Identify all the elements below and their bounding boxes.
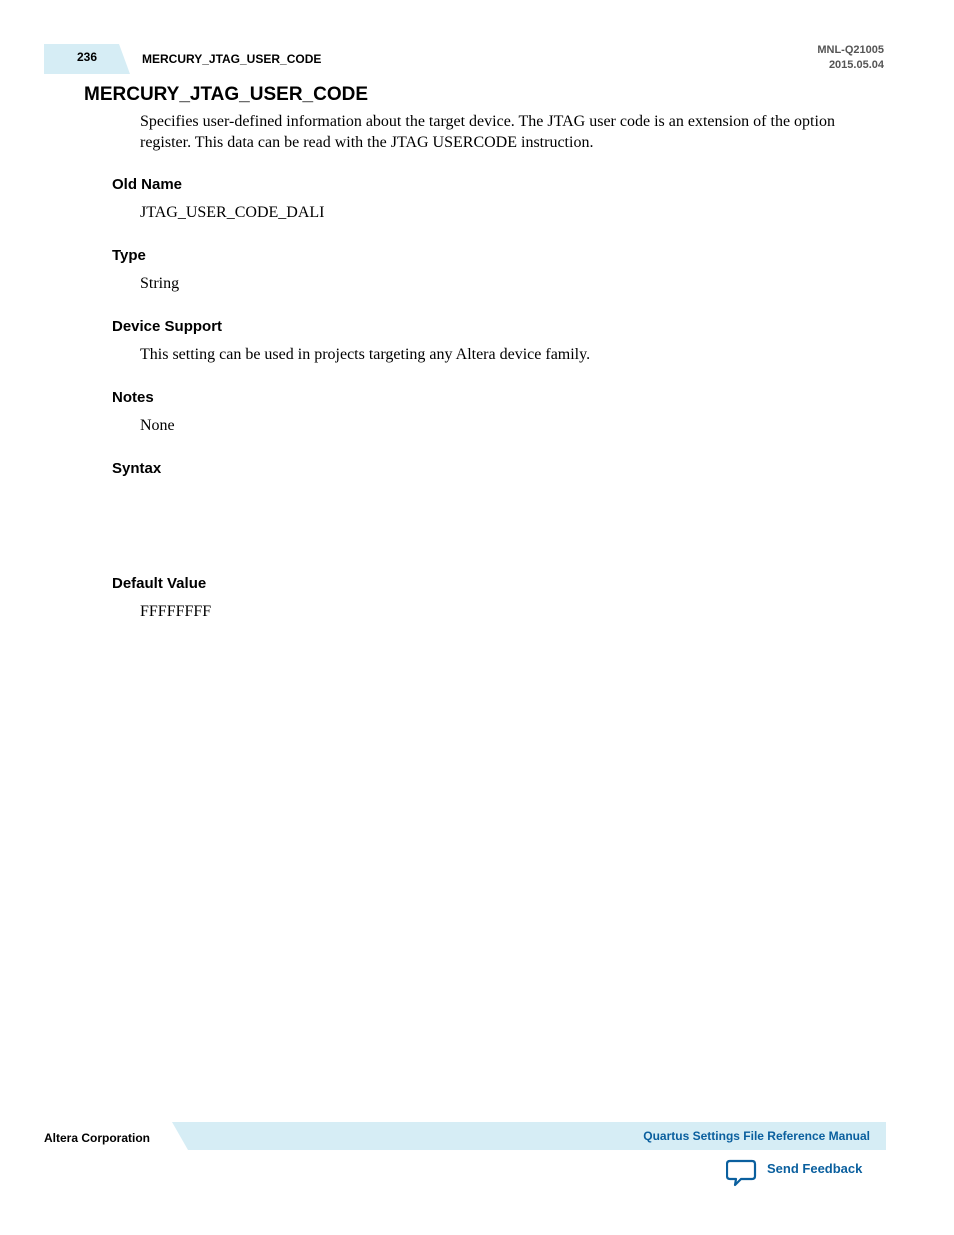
section-heading-notes: Notes [112, 389, 154, 406]
doc-info [817, 43, 884, 73]
section-body-old-name: JTAG_USER_CODE_DALI [140, 204, 325, 221]
footer-manual-title[interactable]: Quartus Settings File Reference Manual [643, 1129, 870, 1143]
send-feedback-link[interactable] [726, 1158, 862, 1188]
page-title: MERCURY_JTAG_USER_CODE [84, 84, 368, 105]
running-title: MERCURY_JTAG_USER_CODE [142, 52, 322, 66]
send-feedback-label: Send Feedback [767, 1161, 863, 1176]
footer-company: Altera Corporation [44, 1131, 151, 1145]
page-number: 236 [77, 50, 98, 64]
section-heading-old-name: Old Name [112, 176, 183, 193]
description: Specifies user-defined information about the target device. The JTAG user code is an extension of the option register. This data can be read with the JTAG USERCODE instruction. [140, 113, 835, 151]
section-heading-default-value: Default Value [112, 575, 207, 592]
section-body-type: String [140, 275, 180, 292]
doc-date: 2015.05.04 [828, 59, 884, 71]
section-heading-syntax: Syntax [112, 460, 162, 477]
section-heading-type: Type [112, 247, 146, 264]
section-body-device-support: This setting can be used in projects targeting any Altera device family. [140, 346, 591, 363]
section-body-notes: None [140, 417, 175, 434]
speech-bubble-icon [726, 1158, 758, 1188]
doc-id: MNL-Q21005 [817, 44, 884, 56]
section-body-default-value: FFFFFFFF [140, 603, 212, 620]
section-heading-device-support: Device Support [112, 318, 223, 335]
